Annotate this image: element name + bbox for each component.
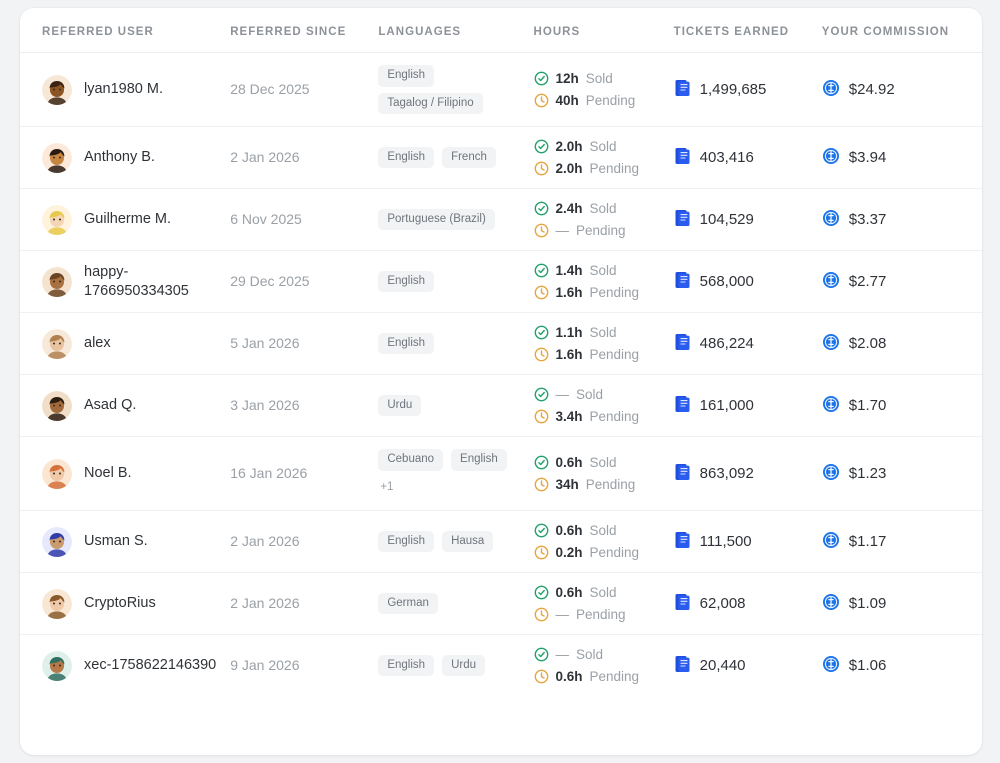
hours-pending-row — [534, 669, 674, 684]
hours-sold-value: 0.6h — [555, 585, 583, 600]
language-chip: Portuguese (Brazil) — [378, 209, 494, 231]
cell-your-commission — [822, 189, 982, 251]
cell-hours — [534, 251, 674, 313]
cell-languages — [378, 573, 533, 635]
referred-since-value: 2 Jan 2026 — [230, 149, 300, 165]
hours-sold-label: Sold — [589, 201, 617, 216]
avatar — [42, 527, 72, 557]
hours-pending-label: Pending — [585, 93, 636, 108]
hours-sold-value: 1.1h — [555, 325, 583, 340]
language-chip: English — [378, 271, 434, 293]
cell-referred-user — [20, 189, 230, 251]
hours-pending-value: 0.6h — [555, 669, 583, 684]
table-body — [20, 53, 982, 697]
cell-referred-user — [20, 635, 230, 697]
hours-sold-label: Sold — [589, 139, 617, 154]
ticket-icon — [674, 463, 691, 485]
commission-value: $1.23 — [848, 465, 887, 482]
avatar — [42, 651, 72, 681]
hours-sold-label: Sold — [589, 263, 617, 278]
avatar — [42, 459, 72, 489]
referred-since-value: 5 Jan 2026 — [230, 335, 300, 351]
commission-value: $3.37 — [848, 211, 887, 228]
avatar — [42, 205, 72, 235]
cell-your-commission — [822, 375, 982, 437]
cell-hours — [534, 511, 674, 573]
cell-referred-since — [230, 127, 378, 189]
tickets-earned-value: 403,416 — [699, 149, 754, 166]
coin-icon — [822, 147, 840, 169]
hours-pending-value: 1.6h — [555, 347, 583, 362]
hours-sold-label: Sold — [589, 585, 617, 600]
hours-pending-row — [534, 409, 674, 424]
cell-languages — [378, 375, 533, 437]
column-header-referred-user: REFERRED USER — [20, 8, 230, 53]
table-row[interactable] — [20, 573, 982, 635]
check-circle-icon — [534, 263, 549, 278]
hours-sold-row — [534, 455, 674, 470]
cell-tickets-earned — [674, 511, 822, 573]
check-circle-icon — [534, 201, 549, 216]
cell-languages — [378, 189, 533, 251]
user-name: Usman S. — [84, 533, 148, 550]
clock-icon — [534, 545, 549, 560]
avatar — [42, 329, 72, 359]
table-row[interactable] — [20, 375, 982, 437]
commission-value: $1.17 — [848, 533, 887, 550]
cell-referred-user — [20, 573, 230, 635]
cell-referred-user — [20, 313, 230, 375]
cell-tickets-earned — [674, 375, 822, 437]
hours-sold-row — [534, 71, 674, 86]
hours-pending-row — [534, 93, 674, 108]
language-chip-more[interactable]: +1 — [380, 480, 394, 493]
check-circle-icon — [534, 325, 549, 340]
hours-sold-label: Sold — [576, 647, 604, 662]
referrals-card — [20, 8, 982, 755]
cell-tickets-earned — [674, 251, 822, 313]
referred-since-value: 2 Jan 2026 — [230, 533, 300, 549]
referred-since-value: 3 Jan 2026 — [230, 397, 300, 413]
cell-tickets-earned — [674, 635, 822, 697]
cell-languages — [378, 127, 533, 189]
cell-tickets-earned — [674, 53, 822, 127]
hours-sold-row — [534, 647, 674, 662]
table-row[interactable] — [20, 127, 982, 189]
hours-sold-label: Sold — [576, 387, 604, 402]
table-row[interactable] — [20, 511, 982, 573]
check-circle-icon — [534, 455, 549, 470]
cell-tickets-earned — [674, 189, 822, 251]
hours-pending-label: Pending — [589, 347, 640, 362]
hours-pending-row — [534, 607, 674, 622]
table-row[interactable] — [20, 189, 982, 251]
clock-icon — [534, 409, 549, 424]
hours-pending-value: — — [555, 607, 569, 622]
tickets-earned-value: 20,440 — [699, 657, 746, 674]
referrals-table — [20, 8, 982, 696]
clock-icon — [534, 477, 549, 492]
hours-sold-row — [534, 387, 674, 402]
commission-value: $2.77 — [848, 273, 887, 290]
column-header-hours: HOURS — [534, 8, 674, 53]
cell-your-commission — [822, 573, 982, 635]
avatar — [42, 75, 72, 105]
hours-pending-label: Pending — [589, 545, 640, 560]
language-chip: Urdu — [378, 395, 421, 417]
cell-referred-since — [230, 437, 378, 511]
hours-pending-value: 34h — [555, 477, 579, 492]
column-header-tickets-earned: TICKETS EARNED — [674, 8, 822, 53]
cell-referred-user — [20, 53, 230, 127]
clock-icon — [534, 223, 549, 238]
language-chip: English — [378, 333, 434, 355]
cell-hours — [534, 635, 674, 697]
column-header-your-commission: YOUR COMMISSION — [822, 8, 982, 53]
ticket-icon — [674, 79, 691, 101]
ticket-icon — [674, 209, 691, 231]
hours-sold-label: Sold — [589, 455, 617, 470]
hours-pending-value: — — [555, 223, 569, 238]
hours-pending-label: Pending — [589, 669, 640, 684]
tickets-earned-value: 62,008 — [699, 595, 746, 612]
cell-your-commission — [822, 313, 982, 375]
hours-pending-row — [534, 347, 674, 362]
user-name: Noel B. — [84, 465, 132, 482]
hours-sold-label: Sold — [589, 325, 617, 340]
avatar — [42, 589, 72, 619]
hours-pending-row — [534, 285, 674, 300]
hours-sold-value: 1.4h — [555, 263, 583, 278]
language-chip: Hausa — [442, 531, 493, 553]
ticket-icon — [674, 271, 691, 293]
check-circle-icon — [534, 523, 549, 538]
check-circle-icon — [534, 71, 549, 86]
coin-icon — [822, 593, 840, 615]
tickets-earned-value: 568,000 — [699, 273, 754, 290]
language-chip: English — [378, 147, 434, 169]
commission-value: $1.06 — [848, 657, 887, 674]
cell-your-commission — [822, 511, 982, 573]
column-header-referred-since: REFERRED SINCE — [230, 8, 378, 53]
commission-value: $3.94 — [848, 149, 887, 166]
cell-hours — [534, 437, 674, 511]
check-circle-icon — [534, 585, 549, 600]
hours-pending-row — [534, 223, 674, 238]
cell-referred-since — [230, 635, 378, 697]
hours-pending-value: 0.2h — [555, 545, 583, 560]
tickets-earned-value: 111,500 — [699, 533, 752, 550]
hours-pending-row — [534, 477, 674, 492]
hours-pending-value: 1.6h — [555, 285, 583, 300]
cell-referred-user — [20, 375, 230, 437]
user-name: Anthony B. — [84, 149, 155, 166]
hours-sold-value: — — [555, 647, 569, 662]
clock-icon — [534, 161, 549, 176]
coin-icon — [822, 333, 840, 355]
hours-pending-label: Pending — [576, 223, 626, 238]
user-name: Asad Q. — [84, 397, 137, 414]
hours-sold-row — [534, 139, 674, 154]
clock-icon — [534, 347, 549, 362]
coin-icon — [822, 395, 840, 417]
cell-referred-since — [230, 511, 378, 573]
ticket-icon — [674, 655, 691, 677]
hours-pending-label: Pending — [576, 607, 626, 622]
column-header-languages: LANGUAGES — [378, 8, 533, 53]
cell-referred-user — [20, 127, 230, 189]
hours-sold-value: 12h — [555, 71, 579, 86]
language-chip: German — [378, 593, 438, 615]
language-chip: English — [451, 449, 507, 471]
check-circle-icon — [534, 139, 549, 154]
cell-tickets-earned — [674, 313, 822, 375]
clock-icon — [534, 607, 549, 622]
cell-languages — [378, 635, 533, 697]
user-name: lyan1980 M. — [84, 81, 163, 98]
cell-tickets-earned — [674, 437, 822, 511]
tickets-earned-value: 863,092 — [699, 465, 754, 482]
hours-pending-label: Pending — [589, 409, 640, 424]
hours-pending-row — [534, 545, 674, 560]
table-header — [20, 8, 982, 53]
table-row[interactable] — [20, 313, 982, 375]
language-chip: English — [378, 531, 434, 553]
cell-tickets-earned — [674, 573, 822, 635]
hours-pending-label: Pending — [585, 477, 636, 492]
cell-your-commission — [822, 251, 982, 313]
commission-value: $2.08 — [848, 335, 887, 352]
cell-languages — [378, 511, 533, 573]
cell-tickets-earned — [674, 127, 822, 189]
clock-icon — [534, 93, 549, 108]
referred-since-value: 29 Dec 2025 — [230, 273, 310, 289]
language-chip: Tagalog / Filipino — [378, 93, 482, 115]
hours-pending-value: 40h — [555, 93, 579, 108]
cell-referred-since — [230, 189, 378, 251]
cell-your-commission — [822, 437, 982, 511]
referred-since-value: 16 Jan 2026 — [230, 465, 308, 481]
cell-hours — [534, 53, 674, 127]
hours-pending-value: 2.0h — [555, 161, 583, 176]
cell-referred-user — [20, 511, 230, 573]
cell-hours — [534, 313, 674, 375]
hours-sold-value: 2.0h — [555, 139, 583, 154]
check-circle-icon — [534, 387, 549, 402]
coin-icon — [822, 531, 840, 553]
ticket-icon — [674, 531, 691, 553]
hours-sold-row — [534, 523, 674, 538]
cell-your-commission — [822, 53, 982, 127]
tickets-earned-value: 104,529 — [699, 211, 754, 228]
table-row[interactable] — [20, 437, 982, 511]
language-chip: French — [442, 147, 496, 169]
user-name: Guilherme M. — [84, 211, 172, 228]
clock-icon — [534, 285, 549, 300]
referred-since-value: 6 Nov 2025 — [230, 211, 302, 227]
user-name: happy-1766950334305 — [84, 264, 189, 299]
coin-icon — [822, 271, 840, 293]
tickets-earned-value: 486,224 — [699, 335, 754, 352]
cell-referred-since — [230, 313, 378, 375]
user-name: CryptoRius — [84, 595, 156, 612]
cell-languages — [378, 313, 533, 375]
cell-languages — [378, 251, 533, 313]
cell-hours — [534, 127, 674, 189]
cell-your-commission — [822, 127, 982, 189]
language-chip: English — [378, 655, 434, 677]
cell-hours — [534, 375, 674, 437]
hours-sold-value: 2.4h — [555, 201, 583, 216]
cell-referred-since — [230, 251, 378, 313]
table-row[interactable] — [20, 635, 982, 697]
table-row[interactable] — [20, 53, 982, 127]
referred-since-value: 2 Jan 2026 — [230, 595, 300, 611]
hours-pending-label: Pending — [589, 161, 640, 176]
commission-value: $1.09 — [848, 595, 887, 612]
hours-pending-row — [534, 161, 674, 176]
cell-referred-since — [230, 573, 378, 635]
user-name: alex — [84, 335, 111, 352]
tickets-earned-value: 1,499,685 — [699, 81, 767, 98]
tickets-earned-value: 161,000 — [699, 397, 754, 414]
coin-icon — [822, 79, 840, 101]
commission-value: $1.70 — [848, 397, 887, 414]
hours-sold-value: — — [555, 387, 569, 402]
hours-pending-value: 3.4h — [555, 409, 583, 424]
hours-sold-value: 0.6h — [555, 455, 583, 470]
cell-hours — [534, 189, 674, 251]
hours-sold-value: 0.6h — [555, 523, 583, 538]
ticket-icon — [674, 593, 691, 615]
commission-value: $24.92 — [848, 81, 895, 98]
coin-icon — [822, 463, 840, 485]
clock-icon — [534, 669, 549, 684]
cell-referred-since — [230, 375, 378, 437]
coin-icon — [822, 209, 840, 231]
ticket-icon — [674, 333, 691, 355]
cell-your-commission — [822, 635, 982, 697]
cell-referred-user — [20, 251, 230, 313]
ticket-icon — [674, 147, 691, 169]
hours-sold-row — [534, 325, 674, 340]
ticket-icon — [674, 395, 691, 417]
user-name: xec-1758622146390 — [84, 657, 217, 674]
avatar — [42, 143, 72, 173]
hours-sold-label: Sold — [585, 71, 613, 86]
cell-referred-user — [20, 437, 230, 511]
avatar — [42, 391, 72, 421]
check-circle-icon — [534, 647, 549, 662]
hours-sold-row — [534, 263, 674, 278]
referred-since-value: 9 Jan 2026 — [230, 657, 300, 673]
hours-sold-row — [534, 585, 674, 600]
hours-pending-label: Pending — [589, 285, 640, 300]
table-row[interactable] — [20, 251, 982, 313]
referred-since-value: 28 Dec 2025 — [230, 81, 310, 97]
avatar — [42, 267, 72, 297]
coin-icon — [822, 655, 840, 677]
cell-languages — [378, 53, 533, 127]
cell-referred-since — [230, 53, 378, 127]
cell-languages — [378, 437, 533, 511]
language-chip: English — [378, 65, 434, 87]
language-chip: Urdu — [442, 655, 485, 677]
table-header-row — [20, 8, 982, 53]
hours-sold-label: Sold — [589, 523, 617, 538]
hours-sold-row — [534, 201, 674, 216]
language-chip: Cebuano — [378, 449, 443, 471]
cell-hours — [534, 573, 674, 635]
